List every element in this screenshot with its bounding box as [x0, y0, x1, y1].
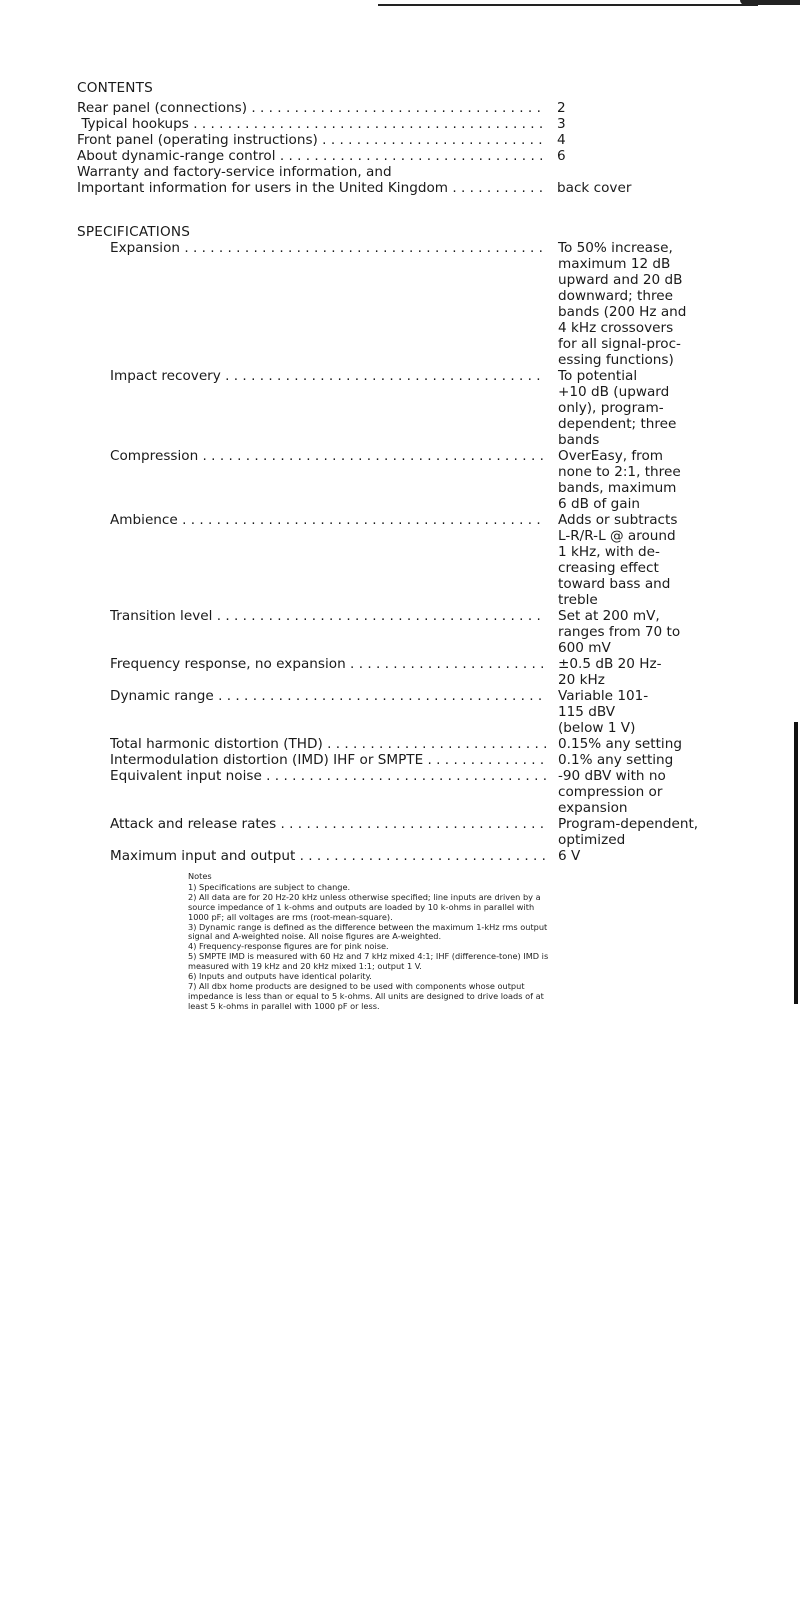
spec-value: Set at 200 mV, ranges from 70 to 600 mV	[558, 608, 681, 656]
specifications-heading: SPECIFICATIONS	[77, 224, 191, 240]
spec-row	[77, 608, 717, 656]
spec-row	[77, 656, 717, 688]
spec-label: Dynamic range . . .	[110, 688, 546, 704]
note-item: 4) Frequency-response figures are for pink noise.	[188, 941, 389, 952]
toc-item-warranty	[77, 180, 717, 196]
toc-item-page: 4	[557, 132, 566, 148]
page-content	[77, 80, 717, 864]
specifications-list	[77, 240, 717, 864]
spec-label: Equivalent input noise . . .	[110, 768, 546, 784]
spec-label: Attack and release rates . . .	[110, 816, 546, 832]
specifications-section	[77, 224, 717, 864]
right-edge-bar	[794, 722, 798, 1004]
notes-list	[188, 883, 588, 1012]
toc-item-page: 2	[557, 100, 566, 116]
spec-row	[77, 448, 717, 512]
spec-label: Ambience . . .	[110, 512, 546, 528]
spec-value: OverEasy, from none to 2:1, three bands, maximum 6 dB of gain	[558, 448, 681, 512]
note-item: 7) All dbx home products are designed to be used with components whose output impedance is less than or equal to 5 k-ohms. All units are designed to drive loads of at least 5 k-ohms in parallel with 1000 pF or less.	[188, 980, 544, 1011]
spec-value: Adds or subtracts L-R/R-L @ around 1 kHz, with de- creasing effect toward bass and treble	[558, 512, 678, 608]
spec-row	[77, 816, 717, 848]
toc-item	[77, 132, 717, 148]
toc-item-label: About dynamic-range control . . .	[77, 148, 544, 164]
spec-label: Impact recovery . . .	[110, 368, 546, 384]
spec-row	[77, 848, 717, 864]
note-item: 5) SMPTE IMD is measured with 60 Hz and 7 kHz mixed 4:1; IHF (difference-tone) IMD is measured with 19 kHz and 20 kHz mixed 1:1; output 1 V.	[188, 951, 549, 972]
toc-item	[77, 116, 717, 132]
spec-value: -90 dBV with no compression or expansion	[558, 768, 666, 816]
spec-row	[77, 240, 717, 368]
spec-label: Maximum input and output . . .	[110, 848, 546, 864]
contents-section	[77, 80, 717, 196]
spec-row	[77, 768, 717, 816]
spec-row	[77, 688, 717, 736]
spec-value: To 50% increase, maximum 12 dB upward and 20 dB downward; three bands (200 Hz and 4 kHz crossovers for all signal-proc- essing functions)	[558, 240, 687, 368]
contents-heading: CONTENTS	[77, 80, 153, 96]
spec-label: Compression . . .	[110, 448, 546, 464]
note-item: 3) Dynamic range is defined as the difference between the maximum 1-kHz rms output signal and A-weighted noise. All noise figures are A-weighted.	[188, 921, 548, 942]
toc-warranty-line1: Warranty and factory-service information, and	[77, 164, 392, 180]
spec-value: ±0.5 dB 20 Hz- 20 kHz	[558, 656, 662, 688]
spec-label: Intermodulation distortion (IMD) IHF or SMPTE . . .	[110, 752, 546, 768]
spec-value: 6 V	[558, 848, 581, 864]
note-item: 2) All data are for 20 Hz-20 kHz unless otherwise specified; line inputs are driven by a source impedance of 1 k-ohms and outputs are loaded by 10 k-ohms in parallel with 1000 pF; all voltages are rms (root-mean-square).	[188, 891, 541, 922]
spec-row	[77, 512, 717, 608]
top-rule-end	[740, 0, 800, 5]
note-item: 1) Specifications are subject to change.	[188, 881, 351, 892]
spec-row	[77, 752, 717, 768]
spec-value: 0.1% any setting	[558, 752, 674, 768]
toc-item-label: Important information for users in the United Kingdom . . .	[77, 180, 544, 196]
spec-label: Total harmonic distortion (THD) . . .	[110, 736, 546, 752]
toc-item	[77, 148, 717, 164]
toc-item-page: back cover	[557, 180, 632, 196]
toc-item-page: 6	[557, 148, 566, 164]
notes-section	[188, 872, 588, 1012]
note-item: 6) Inputs and outputs have identical polarity.	[188, 971, 372, 982]
spec-value: Variable 101- 115 dBV (below 1 V)	[558, 688, 649, 736]
toc-item-page: 3	[557, 116, 566, 132]
contents-list	[77, 100, 717, 196]
top-rule	[378, 4, 758, 6]
toc-item-label: Front panel (operating instructions) . . .	[77, 132, 544, 148]
spec-row	[77, 368, 717, 448]
spec-value: 0.15% any setting	[558, 736, 682, 752]
spec-label: Frequency response, no expansion . . .	[110, 656, 546, 672]
notes-heading: Notes	[188, 871, 212, 881]
toc-item-label: Typical hookups . . .	[77, 116, 544, 132]
spec-value: To potential +10 dB (upward only), program- dependent; three bands	[558, 368, 677, 448]
toc-item	[77, 100, 717, 116]
spec-value: Program-dependent, optimized	[558, 816, 699, 848]
spec-label: Expansion . . .	[110, 240, 546, 256]
spec-label: Transition level . . .	[110, 608, 546, 624]
spec-row	[77, 736, 717, 752]
toc-item-label: Rear panel (connections) . . .	[77, 100, 544, 116]
